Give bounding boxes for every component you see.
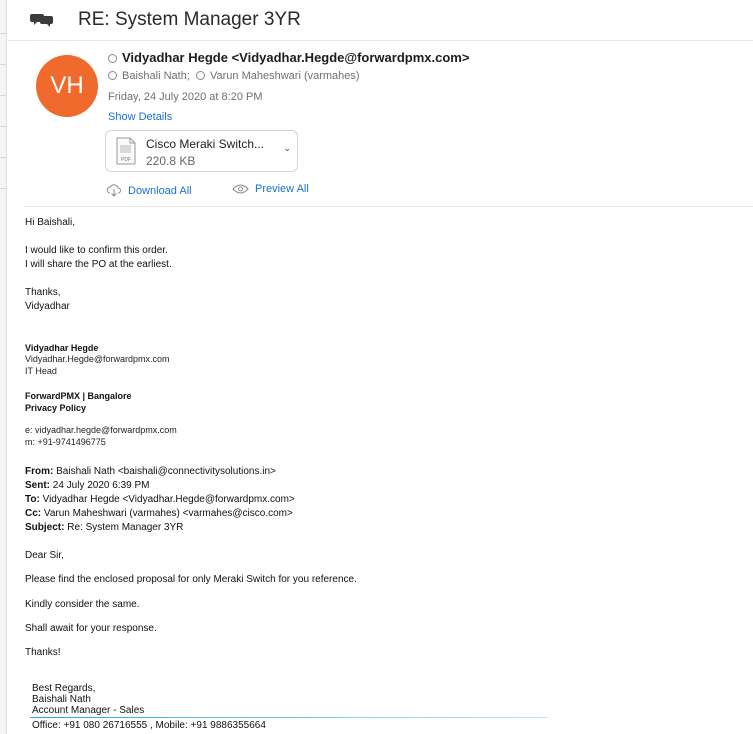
download-all-label: Download All xyxy=(128,185,192,197)
recipient-varun[interactable]: Varun Maheshwari (varmahes) xyxy=(210,70,360,82)
download-all-button[interactable] xyxy=(106,183,192,197)
signature-phone-line: m: +91-9741496775 xyxy=(25,437,106,447)
sender-avatar[interactable]: VH xyxy=(36,55,98,117)
quoted-dear: Dear Sir, xyxy=(25,550,64,561)
quoted-sent: Sent: 24 July 2020 6:39 PM xyxy=(25,480,150,491)
attachment-size: 220.8 KB xyxy=(146,154,196,168)
preview-all-label: Preview All xyxy=(255,183,309,195)
eye-icon xyxy=(232,183,249,195)
quoted-paragraph-3: Shall await for your response. xyxy=(25,623,157,634)
signature-company: ForwardPMX | Bangalore xyxy=(25,391,132,401)
sender-address[interactable] xyxy=(108,50,469,65)
recipient-baishali[interactable]: Baishali Nath; xyxy=(122,70,190,82)
signature-name: Vidyadhar Hegde xyxy=(25,343,99,353)
left-panel-edge xyxy=(0,0,7,734)
quoted-cc: Cc: Varun Maheshwari (varmahes) <varmahes@cisco.com> xyxy=(25,508,293,519)
quoted-paragraph-4: Thanks! xyxy=(25,647,61,658)
header-divider xyxy=(24,206,753,207)
sender-email[interactable]: Vidyadhar Hegde <Vidyadhar.Hegde@forwardpmx.com> xyxy=(122,50,470,65)
attachment-card[interactable] xyxy=(105,130,298,172)
chevron-down-icon[interactable]: ⌄ xyxy=(283,143,291,153)
greeting: Hi Baishali, xyxy=(25,217,76,228)
presence-ring-icon xyxy=(108,71,117,80)
pdf-file-icon xyxy=(116,137,136,165)
presence-ring-icon xyxy=(108,54,117,63)
quoted-paragraph-1: Please find the enclosed proposal for only Meraki Switch for you reference. xyxy=(25,574,357,585)
body-thanks: Thanks, xyxy=(25,287,61,298)
recipients-line xyxy=(108,70,360,82)
signature-title: IT Head xyxy=(25,366,57,376)
quoted-regards: Best Regards, xyxy=(32,683,96,694)
attachment-name: Cisco Meraki Switch... xyxy=(146,137,265,151)
message-header-bar xyxy=(8,0,753,41)
body-name: Vidyadhar xyxy=(25,301,70,312)
signature-email-link[interactable]: Vidyadhar.Hegde@forwardpmx.com xyxy=(25,354,170,364)
quoted-sig-name: Baishali Nath xyxy=(32,694,91,705)
quoted-paragraph-2: Kindly consider the same. xyxy=(25,599,140,610)
show-details-link[interactable]: Show Details xyxy=(108,111,173,123)
quoted-sig-phone: Office: +91 080 26716555 , Mobile: +91 9886355664 xyxy=(32,720,266,731)
body-line-2: I will share the PO at the earliest. xyxy=(25,259,172,270)
quoted-from: From: Baishali Nath <baishali@connectivitysolutions.in> xyxy=(25,466,276,477)
signature-divider xyxy=(30,717,548,718)
preview-all-button[interactable] xyxy=(232,183,309,195)
quoted-to: To: Vidyadhar Hegde <Vidyadhar.Hegde@forwardpmx.com> xyxy=(25,494,295,505)
signature-email-line[interactable]: e: vidyadhar.hegde@forwardpmx.com xyxy=(25,425,177,435)
body-line-1: I would like to confirm this order. xyxy=(25,245,168,256)
quoted-sig-title: Account Manager - Sales xyxy=(32,705,145,716)
sent-date: Friday, 24 July 2020 at 8:20 PM xyxy=(108,91,263,103)
privacy-policy-link[interactable]: Privacy Policy xyxy=(25,403,87,413)
presence-ring-icon xyxy=(196,71,205,80)
message-subject: RE: System Manager 3YR xyxy=(78,9,301,30)
svg-text:PDF: PDF xyxy=(121,157,131,163)
conversation-icon xyxy=(30,11,54,27)
cloud-download-icon xyxy=(106,183,122,197)
quoted-subject: Subject: Re: System Manager 3YR xyxy=(25,522,184,533)
